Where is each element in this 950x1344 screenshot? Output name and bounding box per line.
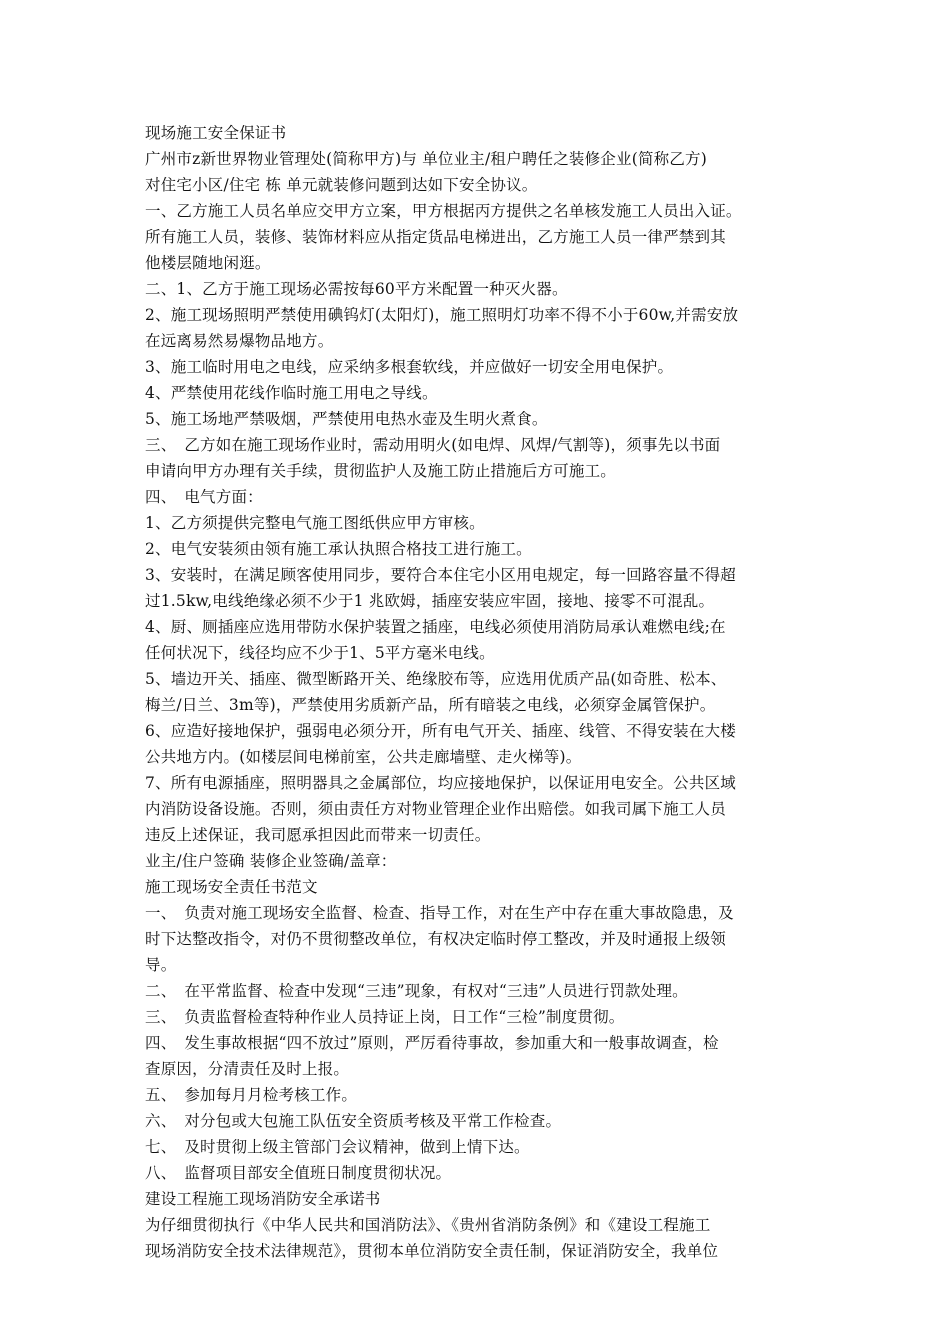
text-line: 导。	[145, 956, 177, 974]
text-line: 三、 负责监督检查特种作业人员持证上岗，日工作“三检”制度贯彻。	[145, 1008, 625, 1026]
text-line: 3、施工临时用电之电线，应采纳多根套软线，并应做好一切安全用电保护。	[145, 358, 674, 376]
text-line: 四、 发生事故根据“四不放过”原则，严厉看待事故，参加重大和一般事故调查，检	[145, 1034, 719, 1052]
text-line: 广州市z新世界物业管理处(简称甲方)与 单位业主/租户聘任之装修企业(简称乙方)	[145, 150, 708, 168]
text-line: 3、安装时，在满足顾客使用同步，要符合本住宅小区用电规定，每一回路容量不得超	[145, 566, 736, 584]
text-line: 七、 及时贯彻上级主管部门会议精神，做到上情下达。	[145, 1138, 530, 1156]
text-line: 内消防设备设施。否则，须由责任方对物业管理企业作出赔偿。如我司属下施工人员	[145, 800, 726, 818]
text-line: 公共地方内。(如楼层间电梯前室，公共走廊墙壁、走火梯等)。	[145, 748, 582, 766]
document-title: 现场施工安全保证书	[145, 124, 287, 142]
text-line: 任何状况下，线径均应不少于1、5平方毫米电线。	[145, 644, 495, 662]
text-line: 所有施工人员，装修、装饰材料应从指定货品电梯进出，乙方施工人员一律严禁到其	[145, 228, 726, 246]
text-line: 现场消防安全技术法律规范》，贯彻本单位消防安全责任制，保证消防安全，我单位	[145, 1242, 719, 1260]
section-heading: 施工现场安全责任书范文	[145, 878, 318, 896]
text-line: 5、墙边开关、插座、微型断路开关、绝缘胶布等，应选用优质产品(如奇胜、松本、	[145, 670, 727, 688]
text-line: 梅兰/日兰、3m等)，严禁使用劣质新产品，所有暗装之电线，必须穿金属管保护。	[145, 696, 716, 714]
text-line: 5、施工场地严禁吸烟，严禁使用电热水壶及生明火煮食。	[145, 410, 548, 428]
text-line: 申请向甲方办理有关手续，贯彻监护人及施工防止措施后方可施工。	[145, 462, 617, 480]
text-line: 为仔细贯彻执行《中华人民共和国消防法》、《贵州省消防条例》和《建设工程施工	[145, 1216, 711, 1234]
text-line: 一、乙方施工人员名单应交甲方立案，甲方根据丙方提供之名单核发施工人员出入证。	[145, 202, 742, 220]
text-line: 违反上述保证，我司愿承担因此而带来一切责任。	[145, 826, 491, 844]
text-line: 查原因，分清责任及时上报。	[145, 1060, 350, 1078]
text-line: 八、 监督项目部安全值班日制度贯彻状况。	[145, 1164, 452, 1182]
text-line: 一、 负责对施工现场安全监督、检查、指导工作，对在生产中存在重大事故隐患，及	[145, 904, 734, 922]
text-line: 4、厨、厕插座应选用带防水保护装置之插座，电线必须使用消防局承认难燃电线;在	[145, 618, 726, 636]
text-line: 他楼层随地闲逛。	[145, 254, 271, 272]
text-line: 1、乙方须提供完整电气施工图纸供应甲方审核。	[145, 514, 485, 532]
text-line: 4、严禁使用花线作临时施工用电之导线。	[145, 384, 438, 402]
text-line: 7、所有电源插座，照明器具之金属部位，均应接地保护，以保证用电安全。公共区域	[145, 774, 736, 792]
text-line: 对住宅小区/住宅 栋 单元就装修问题到达如下安全协议。	[145, 176, 538, 194]
signature-line: 业主/住户签确 装修企业签确/盖章：	[145, 852, 397, 870]
text-line: 2、电气安装须由领有施工承认执照合格技工进行施工。	[145, 540, 532, 558]
text-line: 在远离易然易爆物品地方。	[145, 332, 334, 350]
text-line: 三、 乙方如在施工现场作业时，需动用明火(如电焊、风焊/气割等)，须事先以书面	[145, 436, 721, 454]
text-line: 2、施工现场照明严禁使用碘钨灯(太阳灯)，施工照明灯功率不得不小于60w,并需安放	[145, 306, 739, 324]
text-line: 四、 电气方面：	[145, 488, 263, 506]
document-body	[145, 120, 805, 1264]
text-line: 时下达整改指令，对仍不贯彻整改单位，有权决定临时停工整改，并及时通报上级领	[145, 930, 726, 948]
text-line: 五、 参加每月月检考核工作。	[145, 1086, 358, 1104]
text-line: 二、1、乙方于施工现场必需按每60平方米配置一种灭火器。	[145, 280, 568, 298]
text-line: 过1.5kw,电线绝缘必须不少于1 兆欧姆，插座安装应牢固，接地、接零不可混乱。	[145, 592, 715, 610]
text-line: 6、应造好接地保护，强弱电必须分开，所有电气开关、插座、线管、不得安装在大楼	[145, 722, 736, 740]
text-line: 二、 在平常监督、检查中发现“三违”现象，有权对“三违”人员进行罚款处理。	[145, 982, 688, 1000]
section-heading: 建设工程施工现场消防安全承诺书	[145, 1190, 381, 1208]
text-line: 六、 对分包或大包施工队伍安全资质考核及平常工作检查。	[145, 1112, 562, 1130]
